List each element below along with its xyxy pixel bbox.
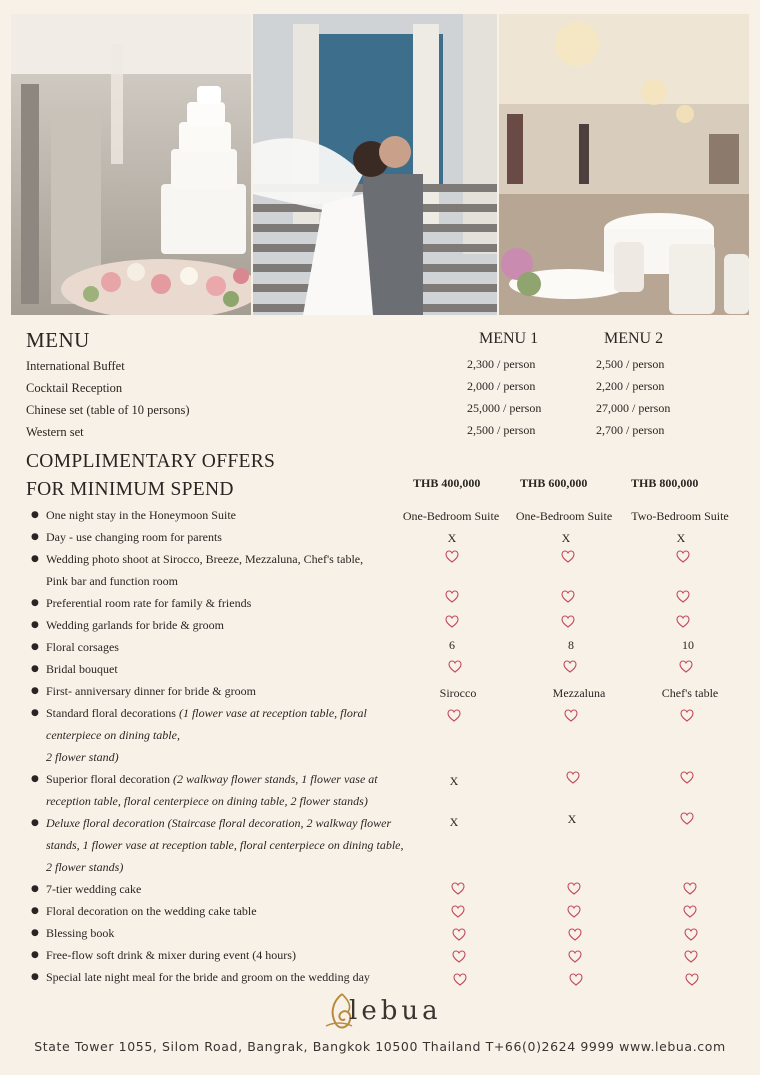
offer-row-text: Day - use changing room for parents: [46, 530, 222, 544]
bullet-icon: ●: [31, 708, 39, 718]
heart-icon: [684, 950, 698, 963]
offer-row-detail: centerpiece on dining table,: [46, 728, 180, 742]
offer-row-detail: stands, 1 flower vase at reception table, floral centerpiece on dining table,: [46, 838, 404, 852]
offer-row-text-main: Deluxe floral decoration: [46, 816, 168, 830]
bullet-icon: ●: [31, 686, 39, 696]
tier-2-cell: 8: [568, 638, 574, 652]
heart-icon: [561, 615, 575, 628]
tier-2-cell: X: [561, 531, 571, 545]
offer-row-text: Wedding photo shoot at Sirocco, Breeze, Mezzaluna, Chef's table,: [46, 552, 364, 566]
offer-row-text: Bridal bouquet: [46, 662, 118, 676]
heart-icon: [685, 973, 699, 986]
lebua-wordmark: lebua: [349, 996, 442, 1026]
offer-row-detail: (1 flower vase at reception table, floral: [178, 706, 367, 720]
heart-icon: [680, 771, 694, 784]
offer-row-text: Floral decoration on the wedding cake table: [46, 904, 257, 918]
bullet-icon: ●: [31, 554, 39, 564]
heart-icon: [680, 812, 694, 825]
bullet-icon: ●: [31, 884, 39, 894]
heart-icon: [568, 928, 582, 941]
bullet-icon: ●: [31, 928, 39, 938]
offers-title-line1: COMPLIMENTARY OFFERS: [26, 451, 276, 472]
offer-row-text: [46, 812, 391, 834]
tier-1-cell: 6: [449, 638, 455, 652]
menu-title: MENU: [26, 328, 90, 352]
tier-1-header: THB 400,000: [413, 476, 481, 490]
heart-icon: [561, 550, 575, 563]
heart-icon: [676, 615, 690, 628]
heart-icon: [683, 905, 697, 918]
tier-1-cell: Sirocco: [439, 686, 477, 700]
offer-row-detail: 2 flower stand): [46, 750, 119, 764]
bullet-icon: ●: [31, 598, 39, 608]
tier-1-cell: X: [447, 531, 457, 545]
offer-row-text: [46, 702, 367, 724]
bullet-icon: ●: [31, 774, 39, 784]
tier-2-cell: Mezzaluna: [552, 686, 606, 700]
heart-icon: [680, 709, 694, 722]
heart-icon: [676, 590, 690, 603]
photo-strip: [11, 14, 749, 315]
heart-icon: [447, 709, 461, 722]
menu-item-label: International Buffet: [26, 359, 125, 373]
banquet-hall-photo: [499, 14, 749, 315]
bullet-icon: ●: [31, 906, 39, 916]
heart-icon: [569, 973, 583, 986]
heart-icon: [448, 660, 462, 673]
offer-row-text: First- anniversary dinner for bride & groom: [46, 684, 256, 698]
bullet-icon: ●: [31, 972, 39, 982]
bullet-icon: ●: [31, 950, 39, 960]
heart-icon: [679, 660, 693, 673]
offer-row-text: 7-tier wedding cake: [46, 882, 142, 896]
tier-3-cell: X: [676, 531, 686, 545]
offer-row-text-cont: Pink bar and function room: [46, 574, 178, 588]
tier-3-header: THB 800,000: [631, 476, 699, 490]
tier-3-cell: 10: [682, 638, 694, 652]
footer-address: State Tower 1055, Silom Road, Bangrak, Bangkok 10500 Thailand T+66(0)2624 9999 www.lebua.com: [34, 1039, 726, 1054]
menu-2-price: 2,700 / person: [596, 423, 665, 437]
menu-2-price: 27,000 / person: [596, 401, 671, 415]
offer-row-detail-cont: [46, 724, 180, 746]
offer-row-text: Preferential room rate for family & friends: [46, 596, 252, 610]
bullet-icon: ●: [31, 510, 39, 520]
heart-icon: [452, 928, 466, 941]
offer-row-text: Wedding garlands for bride & groom: [46, 618, 224, 632]
heart-icon: [568, 950, 582, 963]
heart-icon: [563, 660, 577, 673]
menu-2-header: MENU 2: [604, 330, 664, 347]
offer-row-text: Floral corsages: [46, 640, 119, 654]
bullet-icon: ●: [31, 532, 39, 542]
menu-2-price: 2,500 / person: [596, 357, 665, 371]
tier-1-cell: X: [449, 774, 459, 788]
heart-icon: [451, 882, 465, 895]
heart-icon: [445, 550, 459, 563]
menu-item-label: Chinese set (table of 10 persons): [26, 403, 190, 417]
offer-row-text: Blessing book: [46, 926, 115, 940]
heart-icon: [566, 771, 580, 784]
offer-row-text: One night stay in the Honeymoon Suite: [46, 508, 236, 522]
menu-1-header: MENU 1: [479, 330, 539, 347]
bullet-icon: ●: [31, 620, 39, 630]
heart-icon: [561, 590, 575, 603]
heart-icon: [564, 709, 578, 722]
tier-2-cell: One-Bedroom Suite: [515, 509, 613, 523]
offer-row-detail-cont: [46, 746, 119, 768]
offer-row-text: [46, 768, 378, 790]
wedding-cake-photo: [11, 14, 251, 315]
heart-icon: [684, 928, 698, 941]
menu-2-price: 2,200 / person: [596, 379, 665, 393]
menu-1-price: 2,000 / person: [467, 379, 536, 393]
bullet-icon: ●: [31, 664, 39, 674]
offer-row-text: Free-flow soft drink & mixer during event (4 hours): [46, 948, 296, 962]
offer-row-detail: reception table, floral centerpiece on dining table, 2 flower stands): [46, 794, 368, 808]
offer-row-text-main: Standard floral decorations: [46, 706, 179, 720]
tier-3-cell: Two-Bedroom Suite: [631, 509, 729, 523]
tier-1-cell: X: [449, 815, 459, 829]
heart-icon: [676, 550, 690, 563]
heart-icon: [567, 905, 581, 918]
offer-row-detail: 2 flower stands): [46, 860, 124, 874]
bullet-icon: ●: [31, 642, 39, 652]
heart-icon: [683, 882, 697, 895]
offer-row-detail: (2 walkway flower stands, 1 flower vase at: [172, 772, 378, 786]
tier-3-cell: Chef's table: [661, 686, 719, 700]
menu-1-price: 2,500 / person: [467, 423, 536, 437]
menu-item-label: Cocktail Reception: [26, 381, 123, 395]
offer-row-detail-cont: [46, 790, 368, 812]
heart-icon: [567, 882, 581, 895]
offer-row-detail-cont: [46, 856, 123, 878]
offer-row-detail: (Staircase floral decoration, 2 walkway flower: [167, 816, 392, 830]
bullet-icon: ●: [31, 818, 39, 828]
heart-icon: [452, 950, 466, 963]
tier-2-cell: X: [567, 812, 577, 826]
tier-1-cell: One-Bedroom Suite: [402, 509, 500, 523]
couple-hug-photo: [253, 14, 497, 315]
offer-row-text-main: Superior floral decoration: [46, 772, 173, 786]
menu-1-price: 2,300 / person: [467, 357, 536, 371]
heart-icon: [453, 973, 467, 986]
tier-2-header: THB 600,000: [520, 476, 588, 490]
heart-icon: [445, 590, 459, 603]
menu-1-price: 25,000 / person: [467, 401, 542, 415]
offer-row-text: Special late night meal for the bride and groom on the wedding day: [46, 970, 370, 984]
offers-title-line2: FOR MINIMUM SPEND: [26, 479, 234, 500]
heart-icon: [451, 905, 465, 918]
menu-item-label: Western set: [26, 425, 84, 439]
offer-row-detail-cont: [46, 834, 404, 856]
heart-icon: [445, 615, 459, 628]
